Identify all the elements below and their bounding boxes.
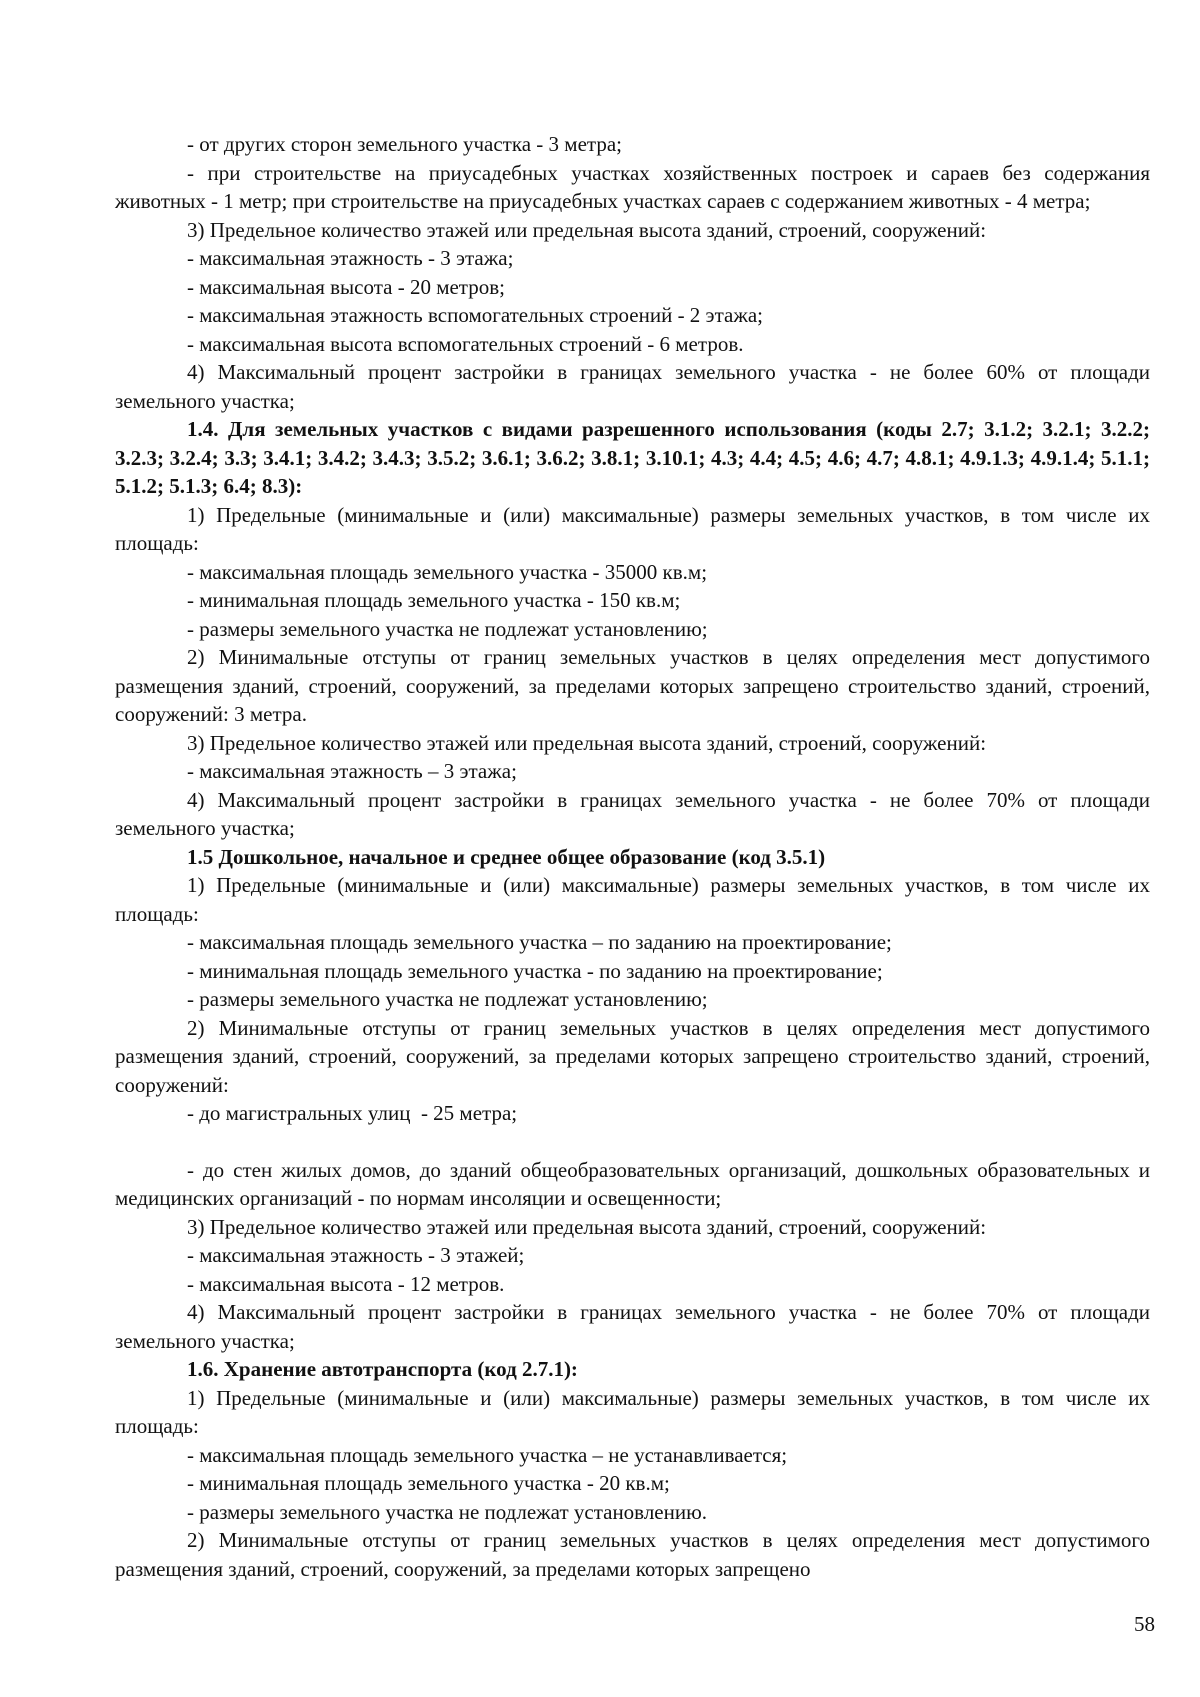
page-number: 58	[1134, 1612, 1155, 1636]
paragraph: - размеры земельного участка не подлежат установлению.	[187, 1499, 708, 1524]
paragraph: - размеры земельного участка не подлежат установлению;	[187, 987, 708, 1011]
paragraph: - максимальная этажность вспомогательных строений - 2 этажа;	[187, 303, 763, 327]
paragraph: 4) Максимальный процент застройки в границах земельного участка - не более 70% от площади земельного участка;	[115, 1300, 1156, 1353]
paragraph: - максимальная площадь земельного участка - 35000 кв.м;	[187, 559, 708, 584]
paragraph: - максимальная высота - 12 метров.	[187, 1271, 505, 1296]
paragraph: - максимальная этажность – 3 этажа;	[187, 759, 517, 783]
paragraph: 2) Минимальные отступы от границ земельных участков в целях определения мест допустимого размещения зданий, строений, сооружений, за пределами которых запрещено	[115, 1528, 1156, 1581]
paragraph: 4) Максимальный процент застройки в границах земельного участка - не более 70% от площади земельного участка;	[115, 787, 1156, 840]
paragraph: - до стен жилых домов, до зданий общеобразовательных организаций, дошкольных образовательных и медицинских организаций - по нормам инсоляции и освещенности;	[115, 1157, 1156, 1210]
section-heading-1-5: 1.5 Дошкольное, начальное и среднее общее образование (код 3.5.1)	[187, 844, 826, 869]
paragraph: - максимальная этажность - 3 этажа;	[187, 246, 514, 270]
paragraph: - размеры земельного участка не подлежат установлению;	[187, 616, 708, 641]
paragraph: - максимальная высота вспомогательных строений - 6 метров.	[187, 331, 744, 356]
paragraph: 2) Минимальные отступы от границ земельных участков в целях определения мест допустимого размещения зданий, строений, сооружений, за пределами которых запрещено строительство зданий, строений, сооружений:	[115, 1015, 1156, 1097]
paragraph: 3) Предельное количество этажей или предельная высота зданий, строений, сооружений:	[187, 1214, 987, 1239]
paragraph: - максимальная площадь земельного участка – по заданию на проектирование;	[187, 930, 892, 954]
paragraph: - максимальная этажность - 3 этажей;	[187, 1243, 525, 1267]
paragraph: - до магистральных улиц - 25 метра;	[187, 1101, 518, 1125]
paragraph: 2) Минимальные отступы от границ земельных участков в целях определения мест допустимого размещения зданий, строений, сооружений, за пределами которых запрещено строительство зданий, строений, сооружений: 3 метра.	[115, 645, 1156, 726]
paragraph: - максимальная площадь земельного участка – не устанавливается;	[187, 1442, 788, 1467]
paragraph: 3) Предельное количество этажей или предельная высота зданий, строений, сооружений:	[187, 730, 987, 755]
paragraph: - от других сторон земельного участка - 3 метра;	[187, 132, 623, 156]
paragraph: - минимальная площадь земельного участка - 150 кв.м;	[187, 588, 681, 612]
paragraph: - при строительстве на приусадебных участках хозяйственных построек и сараев без содержания животных - 1 метр; при строительстве на приусадебных участках сараев с содержанием животных - 4 метра;	[115, 160, 1156, 213]
paragraph: 3) Предельное количество этажей или предельная высота зданий, строений, сооружений:	[187, 217, 987, 242]
section-heading-1-6: 1.6. Хранение автотранспорта (код 2.7.1):	[187, 1357, 578, 1381]
paragraph: 4) Максимальный процент застройки в границах земельного участка - не более 60% от площади земельного участка;	[115, 360, 1156, 413]
paragraph: 1) Предельные (минимальные и (или) максимальные) размеры земельных участков, в том числе их площадь:	[115, 502, 1156, 555]
paragraph: 1) Предельные (минимальные и (или) максимальные) размеры земельных участков, в том числе их площадь:	[115, 1385, 1156, 1438]
section-heading-1-4: 1.4. Для земельных участков с видами разрешенного использования (коды 2.7; 3.1.2; 3.2.1; 3.2.2; 3.2.3; 3.2.4; 3.3; 3.4.1; 3.4.2; 3.4.3; 3.5.2; 3.6.1; 3.6.2; 3.8.1; 3.10.1; 4.3; 4.4; 4.5; 4.6; 4.7; 4.8.1; 4.9.1.3; 4.9.1.4; 5.1.1; 5.1.2; 5.1.3; 6.4; 8.3):	[115, 417, 1156, 498]
blank-gap	[115, 1128, 1150, 1156]
paragraph: - минимальная площадь земельного участка - 20 кв.м;	[187, 1471, 670, 1495]
document-body	[115, 130, 1156, 1583]
paragraph: 1) Предельные (минимальные и (или) максимальные) размеры земельных участков, в том числе их площадь:	[115, 873, 1156, 926]
paragraph: - максимальная высота - 20 метров;	[187, 274, 505, 299]
paragraph: - минимальная площадь земельного участка - по заданию на проектирование;	[187, 958, 883, 983]
